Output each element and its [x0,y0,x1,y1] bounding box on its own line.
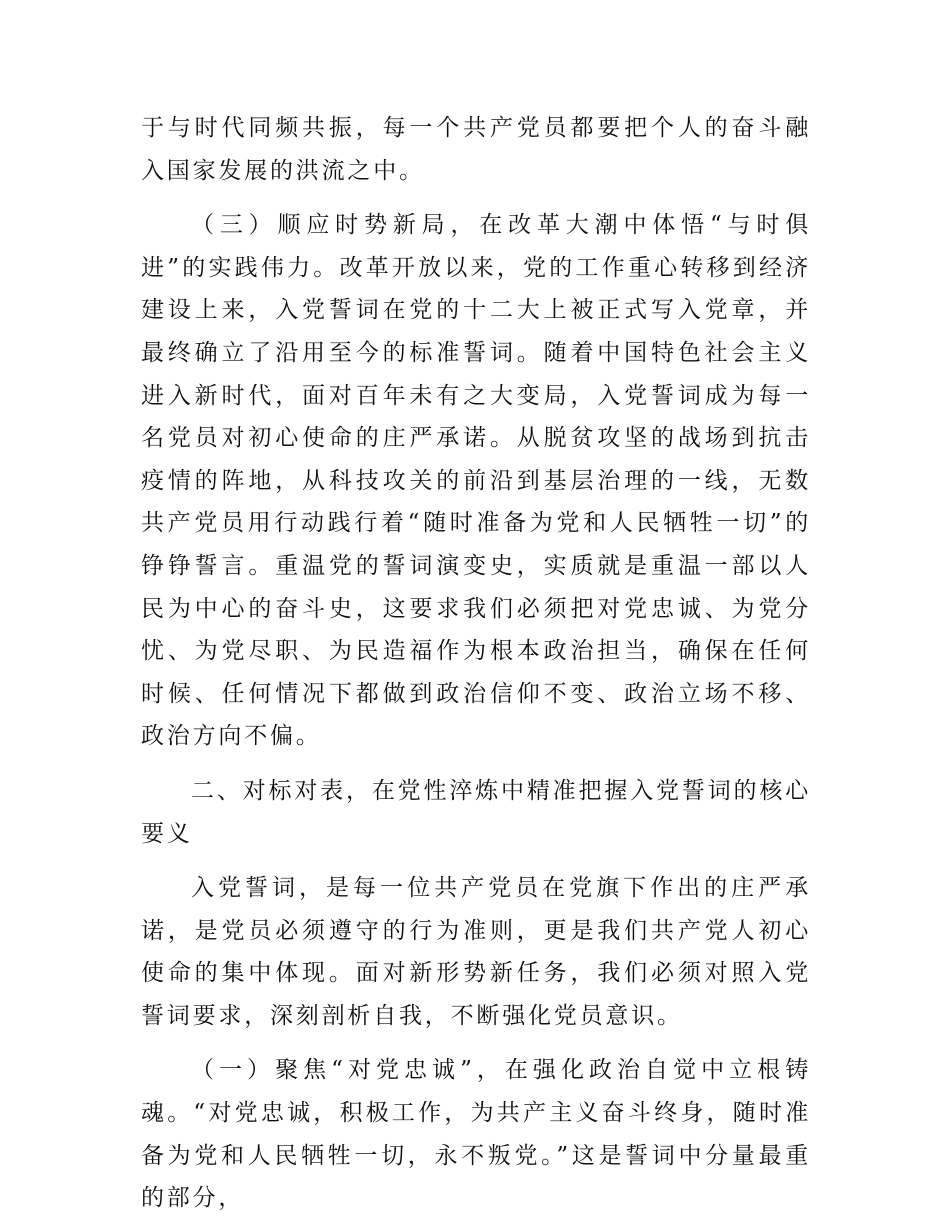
section-heading-two: 二、对标对表，在党性淬炼中精准把握入党誓词的核心要义 [141,777,811,847]
paragraph-section-three: （三）顺应时势新局，在改革大潮中体悟“与时俱进”的实践伟力。改革开放以来，党的工作重心转移到经济建设上来，入党誓词在党的十二大上被正式写入党章，并最终确立了沿用至今的标准誓词。随着中国特色社会主义进入新时代，面对百年未有之大变局，入党誓词成为每一名党员对初心使命的庄严承诺。从脱贫攻坚的战场到抗击疫情的阵地，从科技攻关的前沿到基层治理的一线，无数共产党员用行动践行着“随时准备为党和人民牺牲一切”的铮铮誓言。重温党的誓词演变史，实质就是重温一部以人民为中心的奋斗史，这要求我们必须把对党忠诚、为党分忧、为党尽职、为民造福作为根本政治担当，确保在任何时候、任何情况下都做到政治信仰不变、政治立场不移、政治方向不偏。 [141,212,811,750]
paragraph-continuation: 于与时代同频共振，每一个共产党员都要把个人的奋斗融入国家发展的洪流之中。 [141,115,811,184]
paragraph-oath-intro: 入党誓词，是每一位共产党员在党旗下作出的庄严承诺，是党员必须遵守的行为准则，更是我们共产党人初心使命的集中体现。面对新形势新任务，我们必须对照入党誓词要求，深刻剖析自我，不断强化党员意识。 [141,875,811,1029]
document-body [141,107,811,1220]
paragraph-subsection-one: （一）聚焦“对党忠诚”，在强化政治自觉中立根铸魂。“对党忠诚，积极工作，为共产主义奋斗终身，随时准备为党和人民牺牲一切，永不叛党。”这是誓词中分量最重的部分， [141,1057,811,1212]
